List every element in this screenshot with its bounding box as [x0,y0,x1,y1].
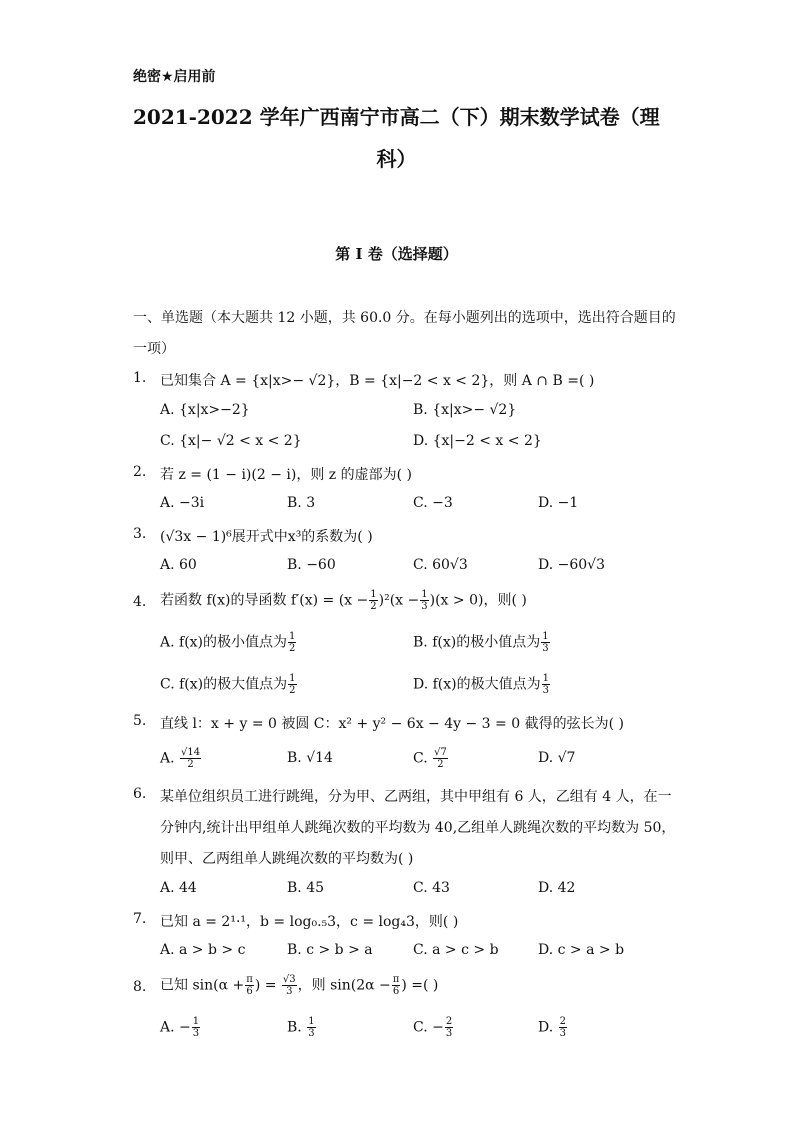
option-b [287,1016,317,1039]
fraction-numerator: √7 [434,747,447,758]
option-b: B. 3 [287,495,316,511]
question-number: 5. [133,713,147,729]
question-number: 4. [133,594,147,610]
fraction-numerator: 1 [289,631,296,642]
option-c [413,747,449,770]
fraction-denominator: 3 [192,1028,200,1039]
option-a [160,631,297,654]
option-c: C. 60√3 [413,557,468,573]
fraction [433,747,448,770]
fraction [288,673,296,696]
question-text-part: )²(x − [378,592,420,609]
option-label: D. [538,1019,554,1036]
question-text-part: )(x > 0)，则( ) [429,592,527,609]
fraction [307,1016,315,1039]
option-c: C. {x|− √2 < x < 2} [160,433,302,449]
option-a: A. a > b > c [160,942,246,958]
question-text: 已知集合 A = {x|x>− √2}，B = {x|−2 < x < 2}，则 A ∩ B =( ) [160,373,595,389]
question-text: 已知 a = 2¹·¹，b = log₀.₅3，c = log₄3，则( ) [160,914,459,930]
fraction-numerator: 1 [542,673,550,684]
fraction-numerator: 1 [542,631,549,642]
option-d: D. −60√3 [538,557,605,573]
option-b [413,631,551,654]
fraction [282,974,297,997]
question-text-part: 若函数 f(x)的导函数 f′(x) = (x − [160,592,369,609]
fraction [369,589,377,612]
option-a [160,747,202,770]
fraction [541,631,549,654]
option-c: C. −3 [413,495,453,511]
section-instruction-line2: 一项） [133,341,175,357]
option-a: A. 44 [160,880,197,896]
fraction-numerator: π [246,974,253,985]
fraction-denominator: 2 [187,759,194,770]
option-d: D. {x|−2 < x < 2} [413,433,542,449]
fraction [445,1016,453,1039]
question-text-line2: 分钟内,统计出甲组单人跳绳次数的平均数为 40,乙组单人跳绳次数的平均数为 50， [160,820,676,836]
fraction [288,631,296,654]
section-instruction-line1: 一、单选题（本大题共 12 小题，共 60.0 分。在每小题列出的选项中，选出符合题目的 [133,310,676,326]
option-d: D. −1 [538,495,579,511]
fraction-numerator: 2 [445,1016,453,1027]
fraction-denominator: 3 [445,1028,453,1039]
question-text-line1: 某单位组织员工进行跳绳，分为甲、乙两组，其中甲组有 6 人，乙组有 4 人，在一 [160,789,672,805]
option-b: B. {x|x>− √2} [413,402,517,418]
option-c: C. a > c > b [413,942,499,958]
fraction [180,747,201,770]
question-text [160,589,527,612]
option-c [413,1016,454,1039]
fraction [420,589,428,612]
fraction-numerator: √3 [282,974,296,985]
fraction-denominator: 2 [370,601,377,612]
question-number: 6. [133,786,147,802]
option-b: B. √14 [287,750,333,766]
question-text-part: ) = [254,977,277,994]
fraction-numerator: 1 [421,589,428,600]
option-label: C. [413,750,428,767]
option-c [160,673,298,696]
option-b: B. c > b > a [287,942,373,958]
fraction-denominator: 6 [246,986,253,997]
fraction [245,974,254,997]
option-d: D. √7 [538,750,576,766]
fraction-denominator: 2 [289,685,296,696]
question-number: 3. [133,526,147,542]
fraction-denominator: 3 [286,986,293,997]
question-number: 1. [133,370,147,386]
fraction [192,1016,200,1039]
fraction [392,974,401,997]
fraction-numerator: 2 [559,1016,567,1027]
option-a: A. {x|x>−2} [160,402,250,418]
question-text-line3: 则甲、乙两组单人跳绳次数的平均数为( ) [160,851,414,867]
option-d [538,1016,568,1039]
option-label: A. − [160,1019,191,1036]
question-text-part: ，则 sin(2α − [297,977,391,994]
option-d: D. 42 [538,880,576,896]
fraction-denominator: 2 [289,643,296,654]
option-a: A. 60 [160,557,197,573]
fraction [542,673,550,696]
option-a [160,1016,201,1039]
question-text-part: 已知 sin(α + [160,977,245,994]
section-title: 第 I 卷（选择题） [335,245,458,263]
question-text [160,974,438,997]
option-label: B. f(x)的极小值点为 [413,634,541,651]
fraction-numerator: 1 [289,673,296,684]
confidential-label: 绝密★启用前 [133,69,216,85]
fraction-denominator: 6 [392,986,400,997]
exam-title-line2: 科） [376,147,417,171]
fraction [559,1016,567,1039]
fraction-denominator: 3 [542,643,549,654]
exam-title-line1: 2021-2022 学年广西南宁市高二（下）期末数学试卷（理 [133,105,660,129]
question-text-part: ) =( ) [401,977,439,994]
option-a: A. −3i [160,495,205,511]
fraction-denominator: 3 [559,1028,567,1039]
option-c: C. 43 [413,880,450,896]
fraction-denominator: 3 [308,1028,315,1039]
fraction-numerator: 1 [370,589,377,600]
fraction-numerator: 1 [308,1016,315,1027]
option-label: D. f(x)的极大值点为 [413,676,541,693]
option-label: C. f(x)的极大值点为 [160,676,288,693]
option-b: B. −60 [287,557,336,573]
question-text: 若 z = (1 − i)(2 − i)，则 z 的虚部为( ) [160,467,412,483]
question-text: 直线 l：x + y = 0 被圆 C：x² + y² − 6x − 4y − 3 = 0 截得的弦长为( ) [160,716,624,732]
fraction-numerator: π [392,974,400,985]
option-d: D. c > a > b [538,942,625,958]
option-d [413,673,551,696]
question-number: 7. [133,911,147,927]
question-number: 2. [133,464,147,480]
option-label: B. [287,1019,302,1036]
fraction-denominator: 3 [421,601,428,612]
fraction-numerator: √14 [181,747,201,758]
fraction-denominator: 2 [437,759,444,770]
option-label: A. [160,750,175,767]
option-label: A. f(x)的极小值点为 [160,634,288,651]
option-label: C. − [413,1019,444,1036]
fraction-denominator: 3 [542,685,550,696]
question-text: (√3x − 1)⁶展开式中x³的系数为( ) [160,529,373,545]
question-number: 8. [133,979,147,995]
option-b: B. 45 [287,880,325,896]
fraction-numerator: 1 [192,1016,200,1027]
